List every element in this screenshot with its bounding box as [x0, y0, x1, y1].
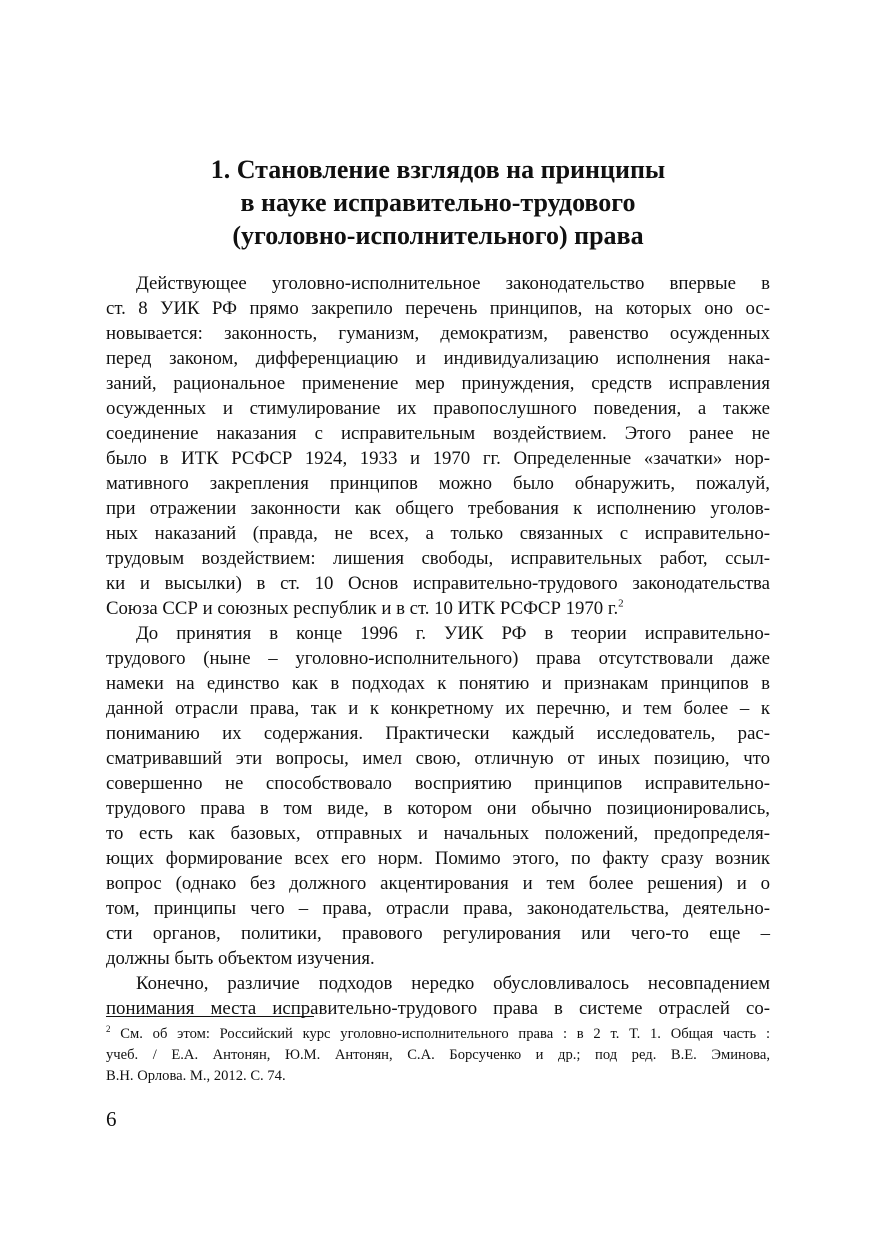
- text-line: ст. 8 УИК РФ прямо закрепило перечень принципов, на которых оно ос-: [106, 298, 770, 319]
- text-line: то есть как базовых, отправных и начальных положений, предопределя-: [106, 823, 770, 844]
- text-line: заний, рациональное применение мер принуждения, средств исправления: [106, 373, 770, 394]
- text-line: До принятия в конце 1996 г. УИК РФ в теории исправительно-: [136, 623, 770, 644]
- text-line: было в ИТК РСФСР 1924, 1933 и 1970 гг. Определенные «зачатки» нор-: [106, 448, 770, 469]
- text-line: понимания места исправительно-трудового права в системе отраслей со-: [106, 998, 770, 1019]
- text-line: том, принципы чего – права, отрасли права, законодательства, деятельно-: [106, 898, 770, 919]
- text-line: осужденных и стимулирование их правопослушного поведения, а также: [106, 398, 770, 419]
- heading-line: (уголовно-исполнительного) права: [232, 221, 644, 250]
- text-line: [106, 597, 770, 621]
- text-line: сти органов, политики, правового регулирования или чего-то еще –: [106, 923, 770, 944]
- text-line: трудового права в том виде, в котором они обычно позиционировались,: [106, 798, 770, 819]
- text-line: ющих формирование всех его норм. Помимо этого, по факту сразу возник: [106, 848, 770, 869]
- text-line: соединение наказания с исправительным воздействием. Этого ранее не: [106, 423, 770, 444]
- text-line: намеки на единство как в подходах к понятию и признакам принципов в: [106, 673, 770, 694]
- footnote-line: В.Н. Орлова. М., 2012. С. 74.: [106, 1068, 286, 1084]
- footnote-number: 2: [106, 1024, 111, 1035]
- text-line: ных наказаний (правда, не всех, а только связанных с исправительно-: [106, 523, 770, 544]
- text-line: перед законом, дифференциацию и индивидуализацию исполнения нака-: [106, 348, 770, 369]
- text-line: трудового (ныне – уголовно-исполнительного) права отсутствовали даже: [106, 648, 770, 669]
- text-line: при отражении законности как общего требования к исполнению уголов-: [106, 498, 770, 519]
- text-line: новывается: законность, гуманизм, демократизм, равенство осужденных: [106, 323, 770, 344]
- section-heading: [106, 153, 770, 252]
- text-line: должны быть объектом изучения.: [106, 948, 375, 969]
- page-number: 6: [106, 1107, 117, 1131]
- text-line: мативного закрепления принципов можно было обнаружить, пожалуй,: [106, 473, 770, 494]
- text-line: сматривавший эти вопросы, имел свою, отличную от иных позицию, что: [106, 748, 770, 769]
- footnote-line: [106, 1025, 770, 1044]
- heading-line: 1. Становление взглядов на принципы: [210, 155, 666, 184]
- text-line: Конечно, различие подходов нередко обусловливалось несовпадением: [136, 973, 770, 994]
- text-line: данной отрасли права, так и к конкретному их перечню, и тем более – к: [106, 698, 770, 719]
- heading-line: в науке исправительно-трудового: [240, 188, 636, 217]
- text-line: Действующее уголовно-исполнительное законодательство впервые в: [136, 273, 770, 294]
- text-line: совершенно не способствовало восприятию принципов исправительно-: [106, 773, 770, 794]
- text-line-content: Союза ССР и союзных республик и в ст. 10 ИТК РСФСР 1970 г.: [106, 598, 619, 619]
- footnote-ref[interactable]: 2: [618, 597, 624, 610]
- text-line: ки и высылки) в ст. 10 Основ исправительно-трудового законодательства: [106, 573, 770, 594]
- footnote-line: учеб. / Е.А. Антонян, Ю.М. Антонян, С.А. Борсученко и др.; под ред. В.Е. Эминова,: [106, 1047, 770, 1063]
- footnote-text: См. об этом: Российский курс уголовно-исполнительного права : в 2 т. Т. 1. Общая часть :: [120, 1026, 770, 1042]
- text-line: трудовым воздействием: лишения свободы, исправительных работ, ссыл-: [106, 548, 770, 569]
- text-line: пониманию их содержания. Практически каждый исследователь, рас-: [106, 723, 770, 744]
- text-line: вопрос (однако без должного акцентирования и тем более решения) и о: [106, 873, 770, 894]
- footnote-divider: [106, 1016, 314, 1017]
